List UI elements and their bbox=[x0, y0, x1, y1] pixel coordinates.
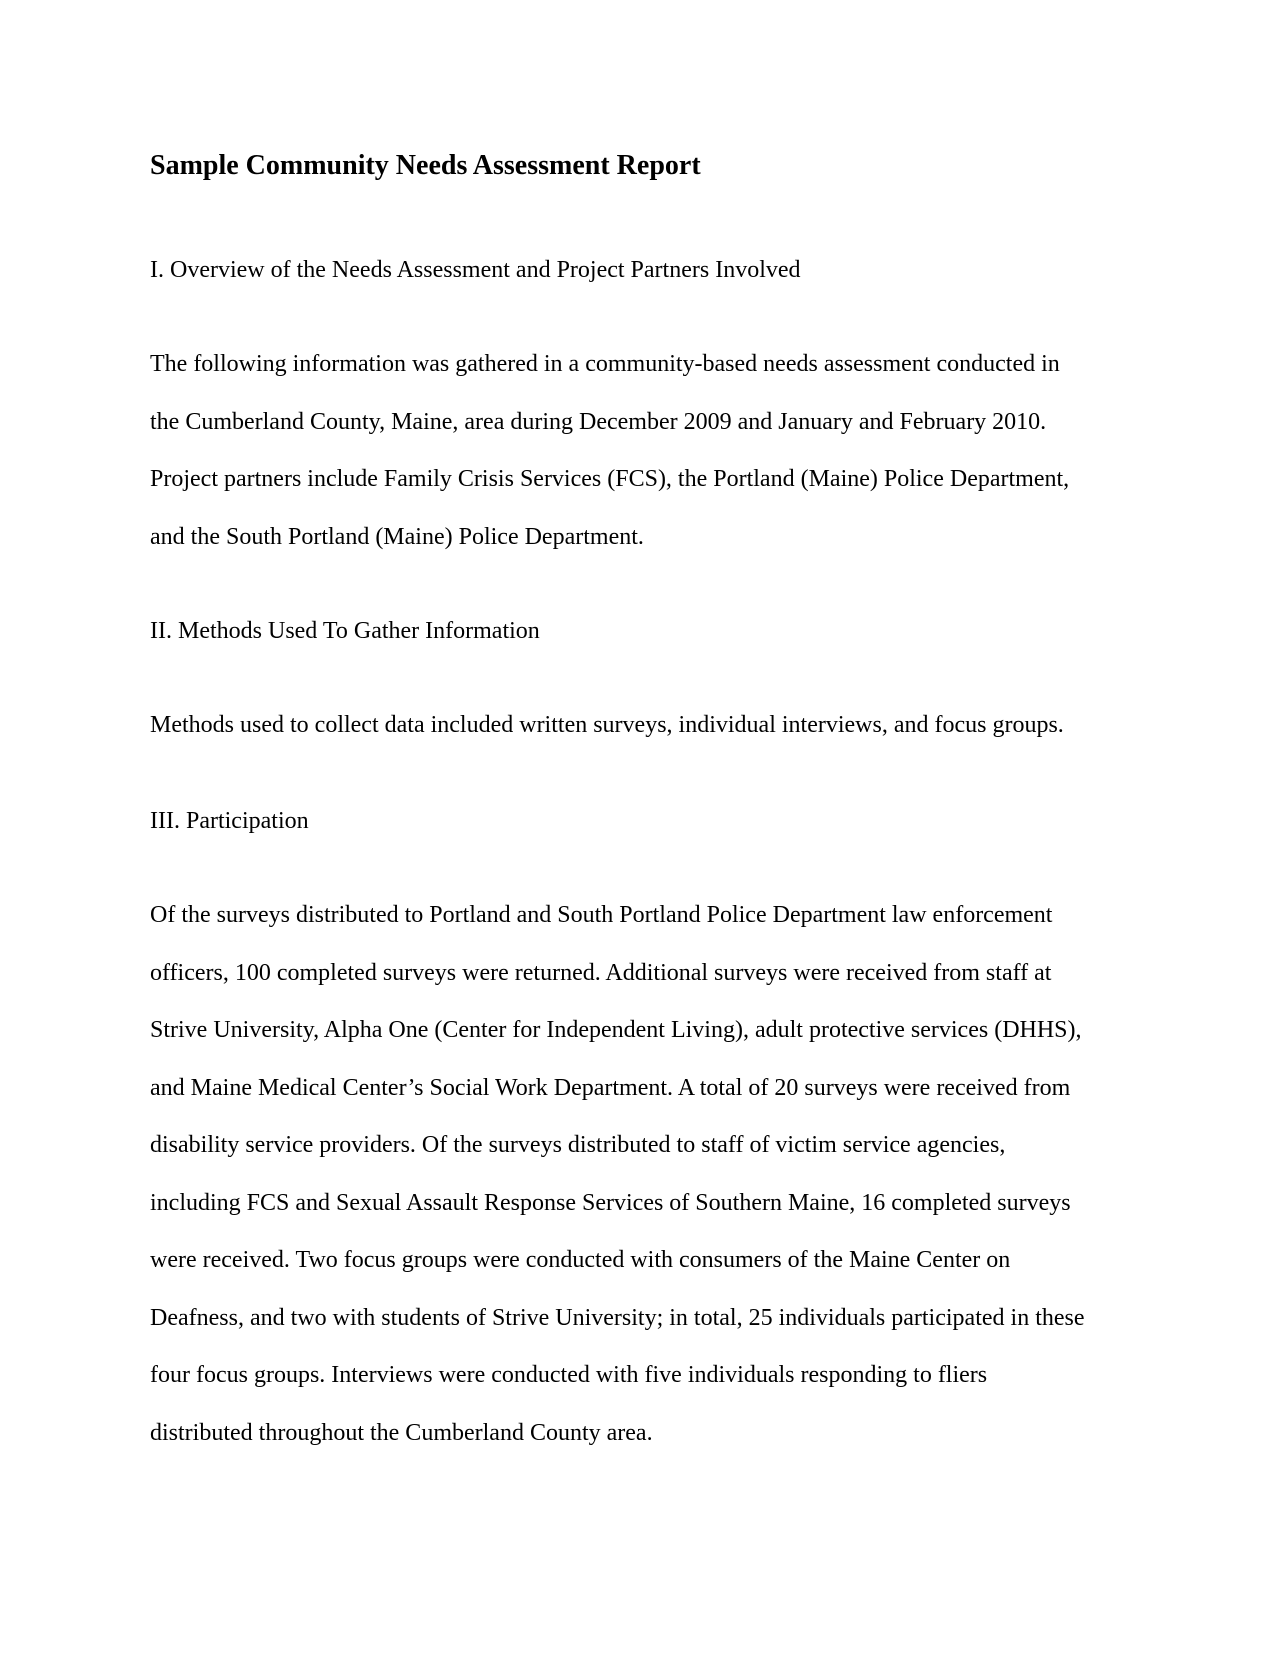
document-title: Sample Community Needs Assessment Report bbox=[150, 150, 701, 181]
paragraph-line: were received. Two focus groups were conducted with consumers of the Maine Center on bbox=[150, 1247, 1011, 1273]
paragraph-line: Of the surveys distributed to Portland and South Portland Police Department law enforcement bbox=[150, 902, 1053, 928]
paragraph-line: distributed throughout the Cumberland County area. bbox=[150, 1419, 653, 1446]
paragraph-line: including FCS and Sexual Assault Response Services of Southern Maine, 16 completed surveys bbox=[150, 1189, 1071, 1216]
section-paragraph-methods bbox=[150, 697, 1150, 755]
paragraph-line: Methods used to collect data included written surveys, individual interviews, and focus groups. bbox=[150, 712, 1064, 738]
paragraph-line: the Cumberland County, Maine, area during December 2009 and January and February 2010. bbox=[150, 408, 1047, 435]
paragraph-line: Project partners include Family Crisis Services (FCS), the Portland (Maine) Police Department, bbox=[150, 466, 1070, 492]
paragraph-line: four focus groups. Interviews were conducted with five individuals responding to fliers bbox=[150, 1362, 988, 1388]
paragraph-line: officers, 100 completed surveys were returned. Additional surveys were received from staff at bbox=[150, 959, 1052, 986]
section-paragraph-overview bbox=[150, 336, 1150, 566]
section-heading-participation: III. Participation bbox=[150, 808, 309, 834]
section-paragraph-participation bbox=[150, 887, 1150, 1462]
paragraph-line: and Maine Medical Center’s Social Work Department. A total of 20 surveys were received from bbox=[150, 1074, 1071, 1101]
paragraph-line: disability service providers. Of the surveys distributed to staff of victim service agencies, bbox=[150, 1132, 1006, 1158]
paragraph-line: Strive University, Alpha One (Center for Independent Living), adult protective services (DHHS), bbox=[150, 1017, 1082, 1043]
paragraph-line: and the South Portland (Maine) Police Department. bbox=[150, 523, 644, 550]
section-heading-methods: II. Methods Used To Gather Information bbox=[150, 618, 540, 644]
paragraph-line: Deafness, and two with students of Strive University; in total, 25 individuals participated in these bbox=[150, 1304, 1085, 1331]
section-heading-overview: I. Overview of the Needs Assessment and Project Partners Involved bbox=[150, 257, 801, 283]
paragraph-line: The following information was gathered in a community-based needs assessment conducted in bbox=[150, 351, 1060, 377]
